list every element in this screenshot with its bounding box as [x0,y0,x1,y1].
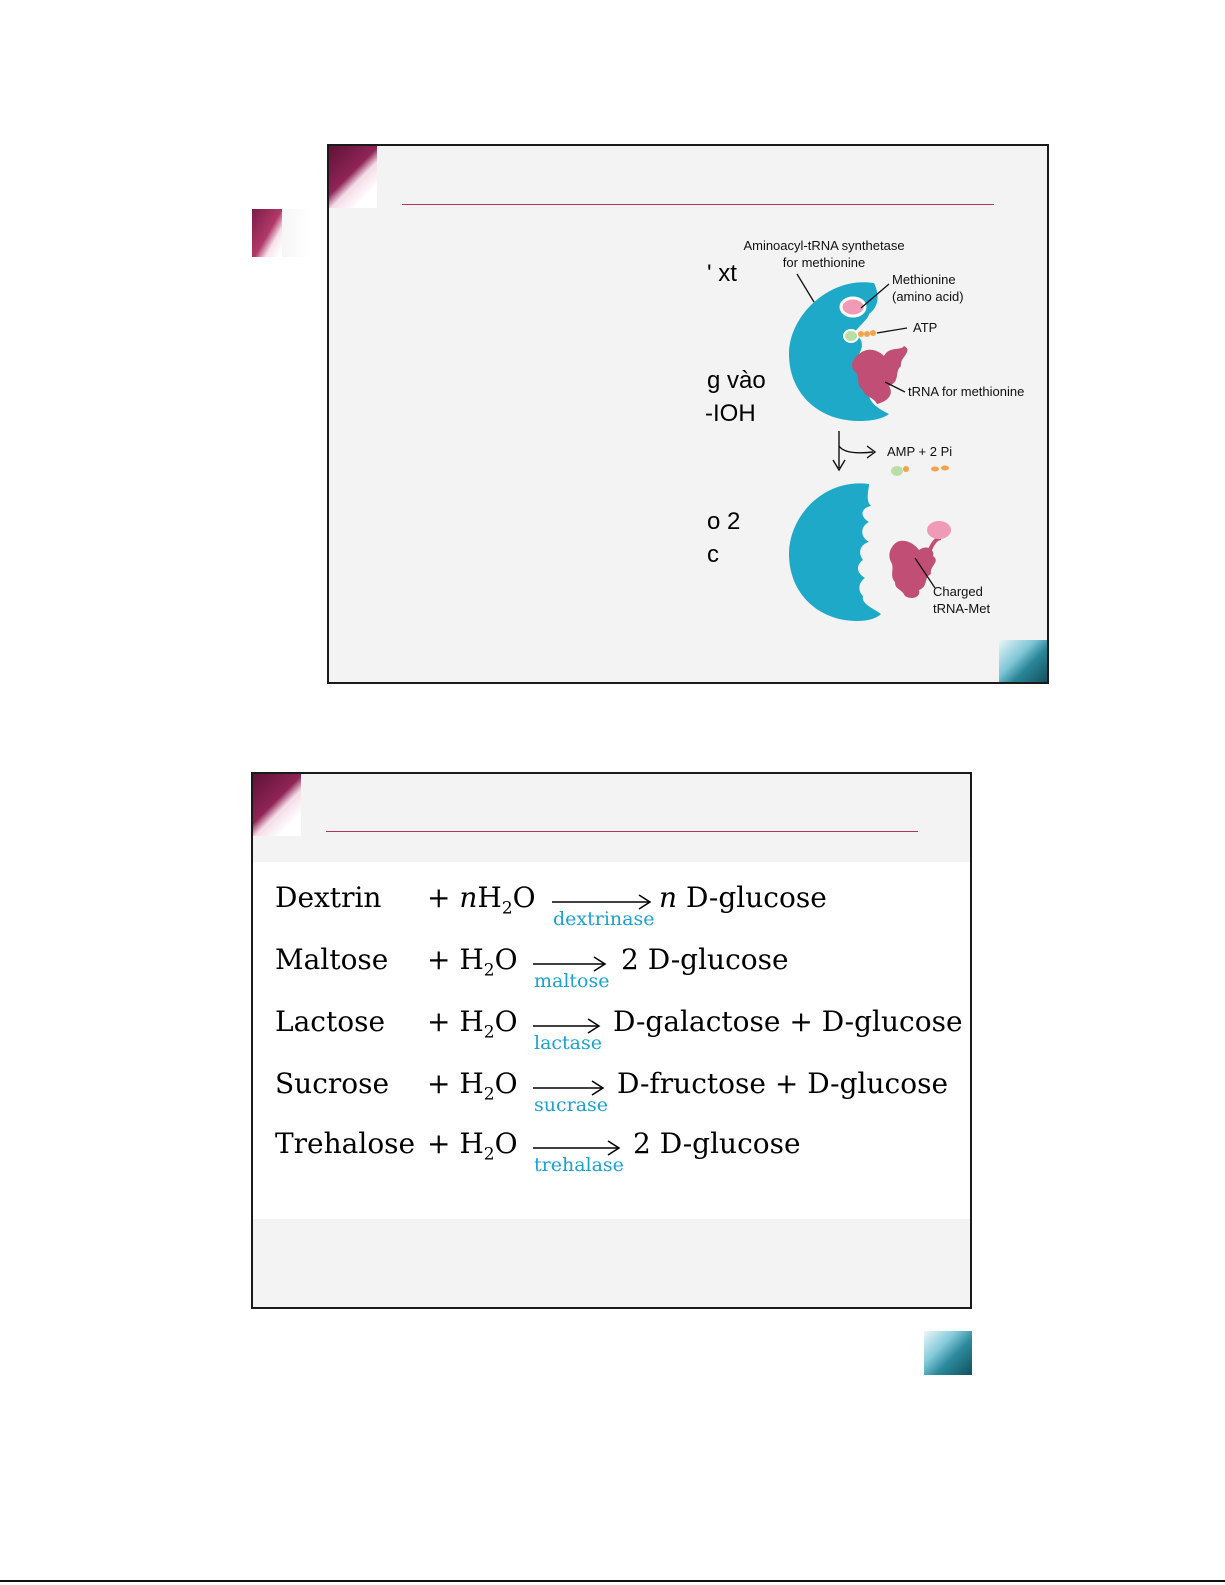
amp-label: AMP + 2 Pi [887,444,953,459]
text-fragment: -IOH [705,400,756,427]
product-term [659,881,827,914]
product-name: D-glucose [659,1127,801,1160]
charged-trna-stem [929,538,941,552]
atp-phosphate [858,331,864,337]
product-coefficient: 2 [621,943,639,976]
text-fragment: o 2 [707,508,741,535]
amp-blob [891,466,903,476]
methionine-label-line1: Methionine [892,272,956,287]
water-symbol: H [459,1005,484,1038]
equation-row [275,1061,955,1117]
product-name: D-galactose + D-glucose [613,1005,963,1038]
slide-trna-charging [327,144,1049,684]
charged-label-line2: tRNA-Met [933,601,991,616]
water-symbol: H [477,881,502,914]
water-subscript: 2 [501,898,513,919]
text-fragment: c [707,541,719,568]
enzyme-label: maltose [534,970,610,992]
product-name: D-glucose [647,943,789,976]
product-name: D-fructose + D-glucose [617,1067,949,1100]
equation-row [275,937,955,993]
water-subscript: 2 [483,1084,495,1105]
synthetase-leader-line [797,274,814,302]
equation-panel [253,862,970,1219]
substrate-name: Sucrose [275,1067,390,1100]
methionine-label-line2: (amino acid) [892,289,964,304]
atp-blob [844,330,858,342]
atp-phosphate [870,330,876,336]
enzyme-label: dextrinase [553,908,655,930]
slide-disaccharide-hydrolysis [251,772,972,1309]
water-term: + $H_2O$ [427,943,518,981]
atp-phosphate [864,331,870,337]
water-subscript: 2 [483,1144,495,1165]
trna-charging-figure [329,146,1049,684]
title-rule [326,831,918,832]
page-corner-decoration [924,1331,972,1375]
water-tail: O [494,1005,518,1038]
atp-leader-line [877,328,907,333]
pi-blob [941,466,949,471]
product-term [633,1127,801,1160]
product-coefficient: 2 [633,1127,651,1160]
water-term: + $H_2O$ [427,1005,518,1043]
text-fragment: g vào [707,367,766,394]
equation-row [275,875,955,931]
product-coefficient: n [659,881,678,914]
amp-phosphate [903,466,909,472]
substrate-name: Lactose [275,1005,386,1038]
product-term [621,943,789,976]
side-tab-decoration [252,209,310,257]
corner-ribbon-bottom-right [999,640,1047,682]
water-tail: O [512,881,536,914]
water-tail: O [494,943,518,976]
water-symbol: H [459,1067,484,1100]
text-fragment: ' xt [707,260,737,287]
water-subscript: 2 [483,1022,495,1043]
water-term: + $nH_2O$ [427,881,536,919]
equation-row [275,999,963,1055]
pi-blob [931,467,939,472]
atp-label: ATP [913,320,938,335]
water-tail: O [494,1127,518,1160]
water-coefficient: n [459,881,478,914]
water-term: + $H_2O$ [427,1127,518,1165]
water-symbol: H [459,943,484,976]
substrate-name: Trehalose [275,1127,416,1160]
substrate-name: Dextrin [275,881,382,914]
water-subscript: 2 [483,960,495,981]
synthetase-label-line2: for methionine [782,255,866,270]
enzyme-label: trehalase [534,1154,624,1176]
substrate-name: Maltose [275,943,389,976]
synthetase-label-line1: Aminoacyl-tRNA synthetase [743,238,905,253]
charged-methionine-blob [927,521,951,539]
water-symbol: H [459,1127,484,1160]
enzyme-label: lactase [534,1032,603,1054]
trna-label: tRNA for methionine [908,384,1025,399]
charged-label-line1: Charged [933,584,983,599]
enzyme-label: sucrase [534,1094,609,1116]
synthetase-enzyme-empty-shape [789,483,881,621]
product-name: D-glucose [685,881,827,914]
corner-ribbon-top-left [253,774,301,836]
equation-row [275,1121,955,1177]
page-bottom-rule [0,1580,1225,1582]
water-term: + $H_2O$ [427,1067,518,1105]
water-tail: O [494,1067,518,1100]
